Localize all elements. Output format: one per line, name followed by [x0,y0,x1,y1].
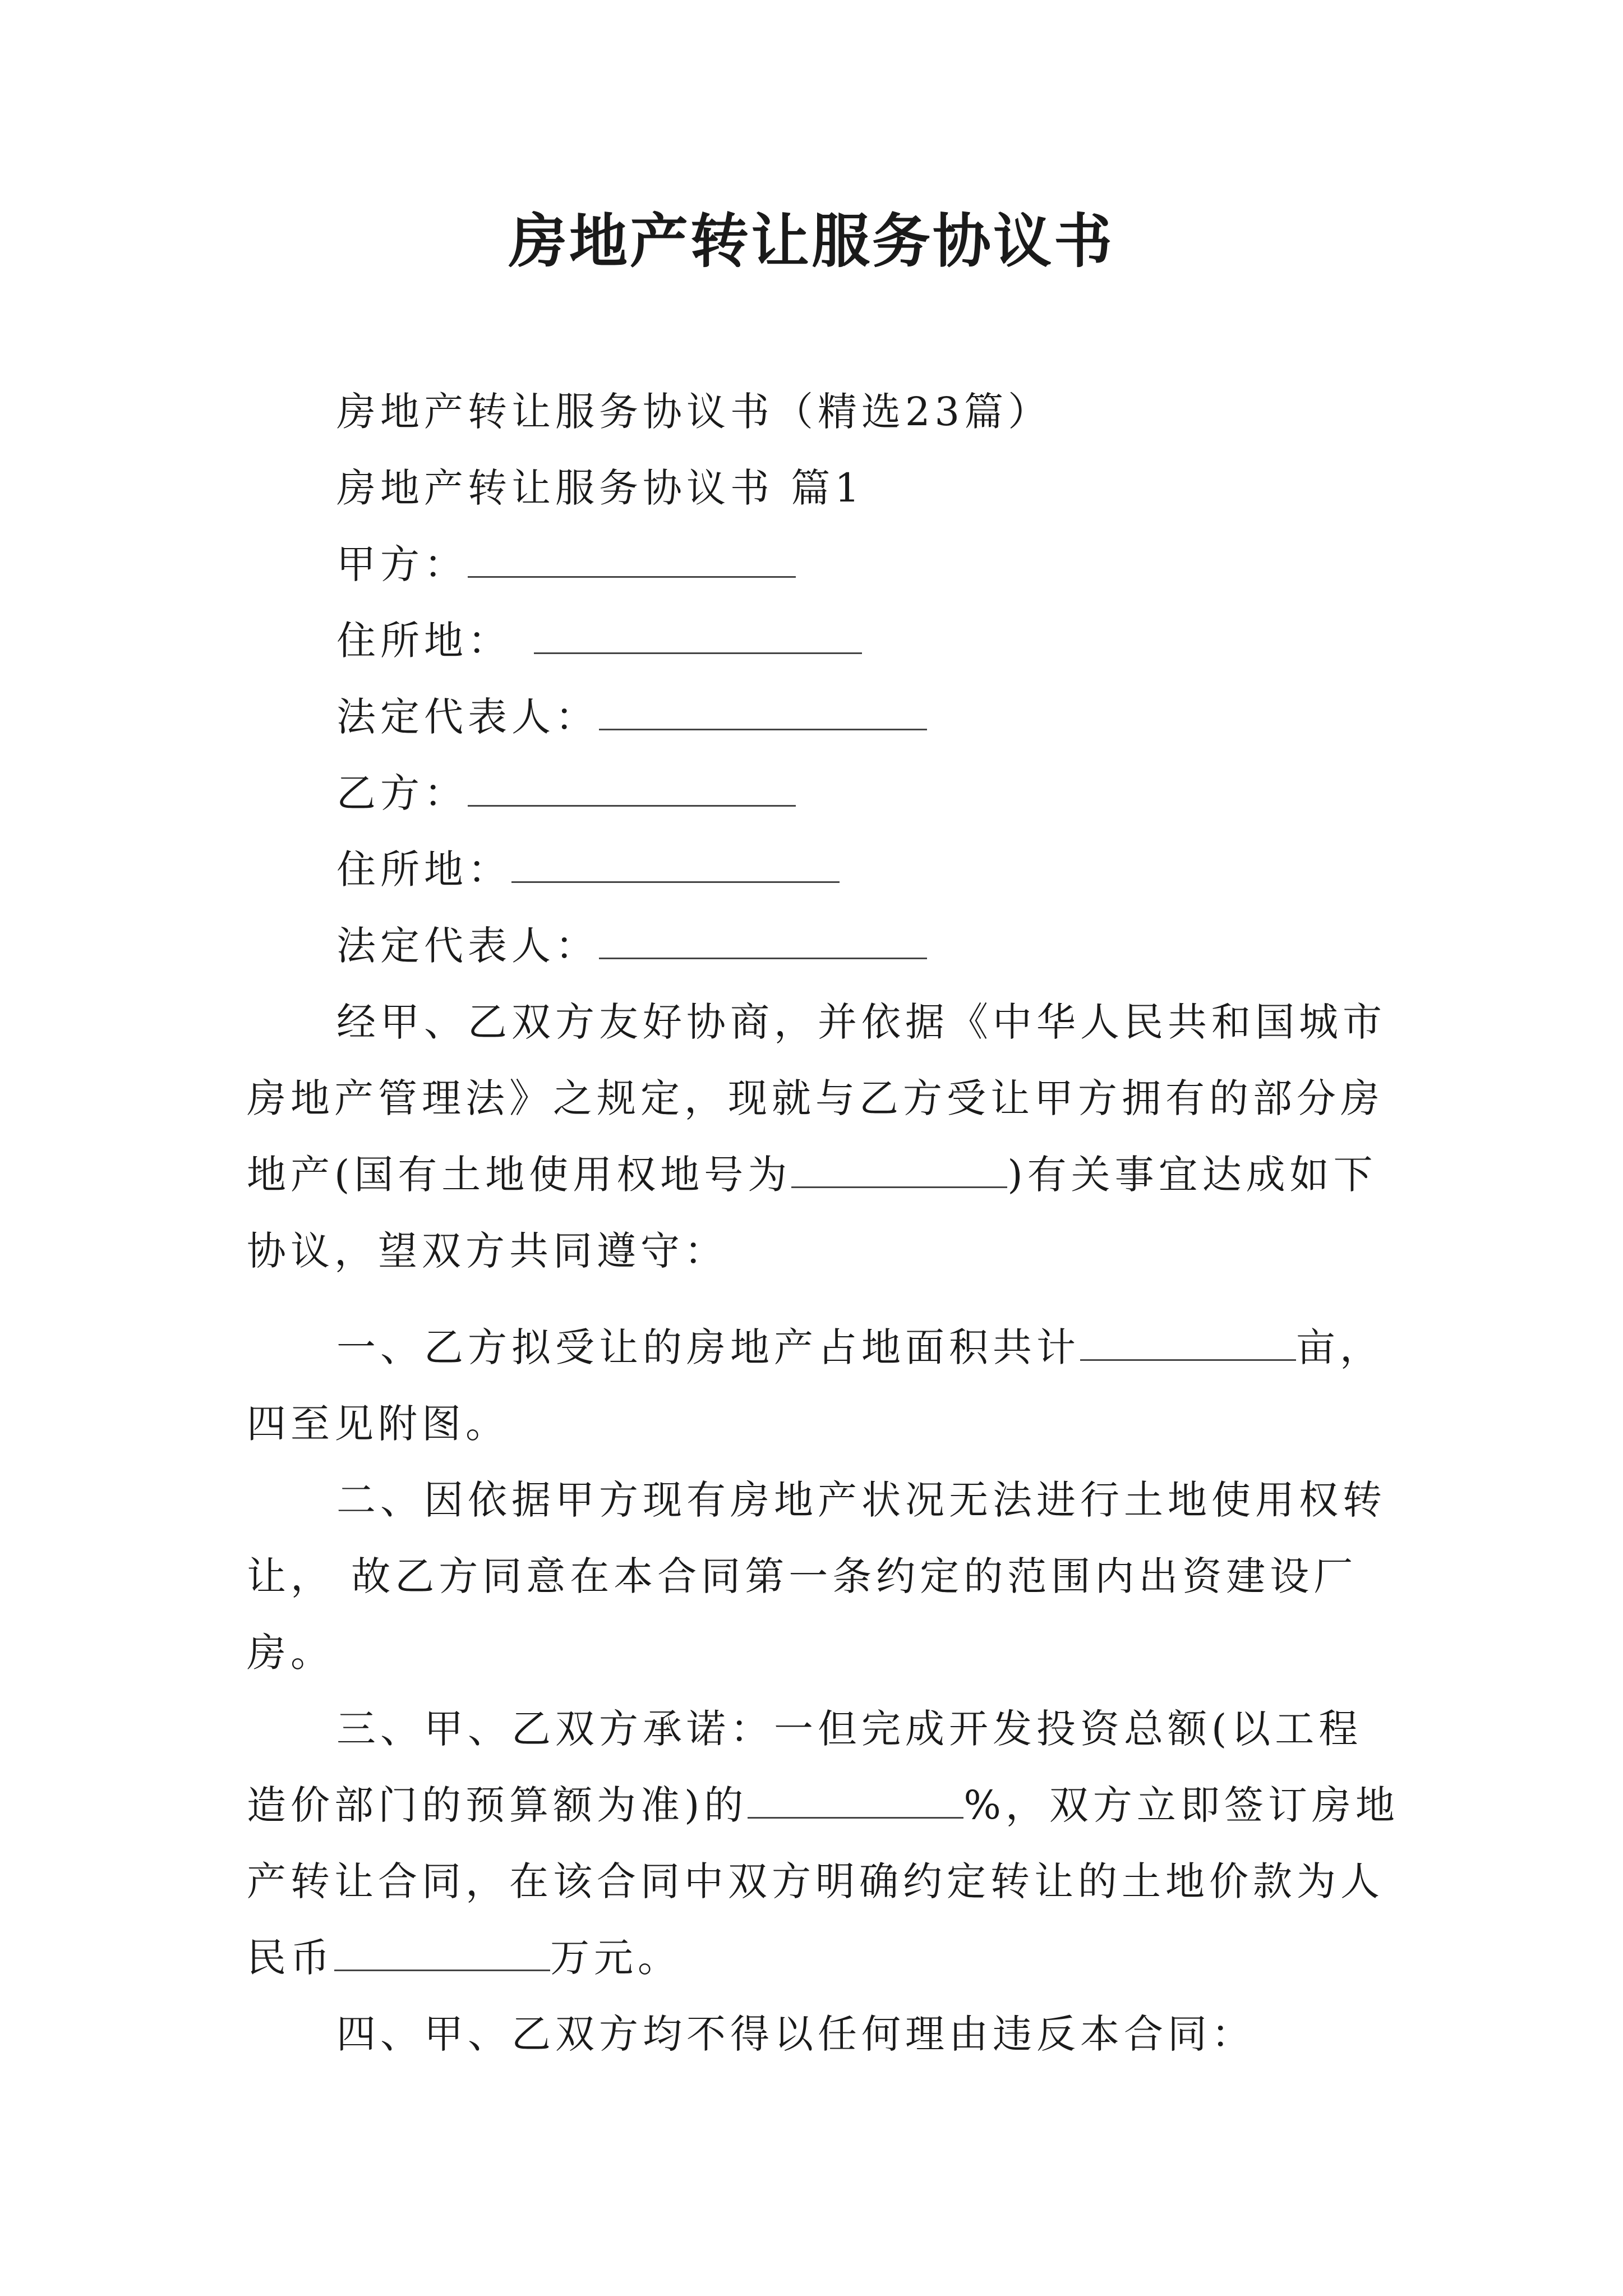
clause-3-line-2-start: 造价部门的预算额为准)的 [247,1782,748,1828]
clause-2-line-3: 房。 [247,1630,334,1676]
party-b-rep-blank[interactable] [599,923,927,959]
section-heading: 房地产转让服务协议书 篇1 [336,465,864,511]
party-a-address-label: 住所地： [336,618,511,664]
preamble-line-1: 经甲、乙双方友好协商，并依据《中华人民共和国城市 [336,999,1386,1045]
party-b-line [336,765,796,821]
clause-3-line-2 [247,1777,1399,1833]
clause-4-line-1: 四、甲、乙双方均不得以任何理由违反本合同： [336,2011,1255,2057]
clause-1-line-1 [336,1319,1384,1375]
clause-3-line-4-start: 民币 [247,1935,334,1981]
party-b-address-label: 住所地： [336,846,511,892]
clause-3-line-3: 产转让合同，在该合同中双方明确约定转让的土地价款为人 [247,1858,1384,1904]
clause-2-line-1: 二、因依据甲方现有房地产状况无法进行土地使用权转 [336,1477,1386,1523]
clause-3-line-1: 三、甲、乙双方承诺：一但完成开发投资总额(以工程 [336,1706,1363,1752]
document-subtitle: 房地产转让服务协议书（精选23篇） [336,389,1052,435]
preamble-line-4: 协议，望双方共同遵守： [247,1228,728,1274]
party-a-blank[interactable] [468,541,796,578]
party-a-line [336,536,796,592]
party-b-rep-label: 法定代表人： [336,923,599,969]
preamble-line-3 [247,1147,1377,1203]
party-b-label: 乙方： [336,770,468,816]
clause-2-line-2: 让， 故乙方同意在本合同第一条约定的范围内出资建设厂 [247,1553,1358,1599]
clause-3-line-4-end: 万元。 [550,1935,681,1981]
clause-3-line-2-end: %，双方立即签订房地 [963,1782,1399,1828]
clause-1-start: 一、乙方拟受让的房地产占地面积共计 [336,1324,1080,1370]
party-a-address-blank[interactable] [534,618,862,654]
party-a-rep-blank[interactable] [599,694,927,730]
party-a-rep-label: 法定代表人： [336,694,599,740]
land-number-blank[interactable] [791,1152,1007,1188]
party-b-rep-line [336,918,927,974]
price-blank[interactable] [334,1935,550,1971]
clause-1-end: 亩， [1296,1324,1384,1370]
party-b-address-line [336,841,840,898]
document-title: 房地产转让服务协议书 [508,206,1114,275]
preamble-line-2: 房地产管理法》之规定，现就与乙方受让甲方拥有的部分房 [247,1075,1384,1121]
clause-1-line-2: 四至见附图。 [247,1401,509,1447]
party-a-address-line [336,613,862,669]
party-b-blank[interactable] [468,770,796,807]
area-blank[interactable] [1080,1324,1296,1361]
party-b-address-blank[interactable] [511,846,840,883]
preamble-line-3-end: )有关事宜达成如下 [1007,1152,1377,1198]
party-a-rep-line [336,689,927,745]
clause-3-line-4 [247,1930,681,1986]
preamble-line-3-start: 地产(国有土地使用权地号为 [247,1152,792,1198]
percent-blank[interactable] [748,1782,963,1819]
party-a-label: 甲方： [336,541,468,587]
